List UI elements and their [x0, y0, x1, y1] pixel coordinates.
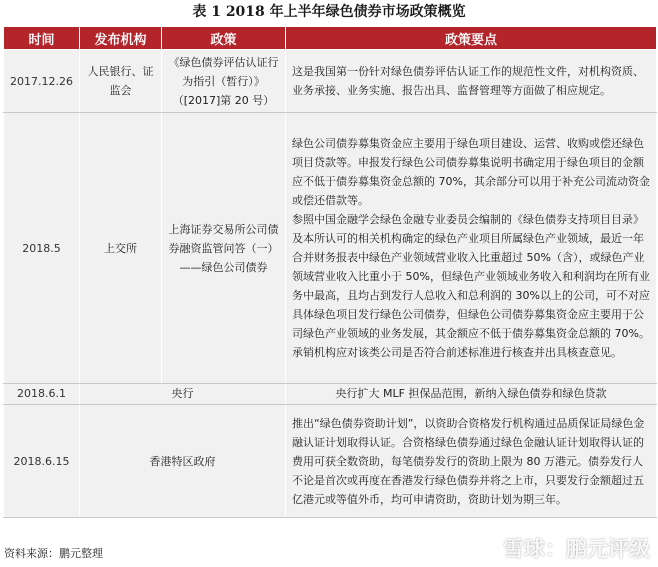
- cell-org: 央行: [80, 384, 286, 405]
- points-paragraph: 推出“绿色债券资助计划”，以资助合资格发行机构通过品质保证局绿色金融认证计划取得认证。合资格绿色债券通过绿色金融认证计划取得认证的费用可获全数资助，每笔债券发行的资助上限为 80 万港元。债券发行人不论是首次或再度在香港发行绿色债券并将之上市，只要发行金额超过五亿港元或等值外币，均可申请资助，资助计划为期三年。: [292, 416, 645, 506]
- table-header-row: [4, 27, 657, 50]
- table-title: 表 1 2018 年上半年绿色债券市场政策概览: [192, 4, 466, 20]
- cell-org: 香港特区政府: [80, 405, 286, 518]
- header-date: 时间: [4, 27, 80, 50]
- cell-points: [286, 405, 657, 518]
- header-points: 政策要点: [286, 27, 657, 50]
- points-paragraph: 参照中国金融学会绿色金融专业委员会编制的《绿色债券支持项目目录》及本所认可的相关机构确定的绿色产业项目所属绿色产业领域，最近一年合并财务报表中绿色产业领域营业收入比重超过 50%（含），或绿色产业领域营业收入比重小于 50%，但绿色产业领域业务收入和利润均在所有业务中最高，且均占到发行人总收入和总利润的 30%以上的公司，可不对应具体绿色项目发行绿色公司债券，但绿色公司债券募集资金应主要用于公司绿色产业领域的业务发展，其金额应不低于债券募集资金总额的 70%。承销机构应对该类公司是否符合前述标准进行核查并出具核查意见。: [292, 213, 650, 359]
- cell-date: 2018.6.1: [4, 384, 80, 405]
- header-org: 发布机构: [80, 27, 162, 50]
- cell-org: 上交所: [80, 113, 162, 384]
- cell-date: 2018.5: [4, 113, 80, 384]
- points-paragraph: 绿色公司债券募集资金应主要用于绿色项目建设、运营、收购或偿还绿色项目贷款等。申报发行绿色公司债券募集说明书确定用于绿色项目的金额应不低于债券募集资金总额的 70%，其余部分可以用于补充公司流动资金或偿还借款等。: [292, 137, 650, 207]
- cell-points: [286, 50, 657, 113]
- points-paragraph: 这是我国第一份针对绿色债券评估认证工作的规范性文件，对机构资质、业务承接、业务实施、报告出具、监督管理等方面做了相应规定。: [292, 65, 644, 97]
- table-row: [4, 113, 657, 384]
- watermark-text: 雪球：鹏元评级: [503, 537, 650, 561]
- header-policy: 政策: [162, 27, 286, 50]
- cell-points: 央行扩大 MLF 担保品范围，新纳入绿色债券和绿色贷款: [286, 384, 657, 405]
- table-row: [4, 384, 657, 405]
- watermark: [471, 533, 650, 563]
- policy-table: [3, 26, 657, 518]
- table-row: [4, 405, 657, 518]
- cell-policy: 上海证券交易所公司债券融资监管问答（一）——绿色公司债券: [162, 113, 286, 384]
- cell-points: [286, 113, 657, 384]
- table-row: [4, 50, 657, 113]
- cell-policy: 《绿色债券评估认证行为指引（暂行）》（[2017]第 20 号）: [162, 50, 286, 113]
- cell-org: 人民银行、证监会: [80, 50, 162, 113]
- cell-date: 2017.12.26: [4, 50, 80, 113]
- source-note: 资料来源：鹏元整理: [4, 547, 103, 560]
- cell-date: 2018.6.15: [4, 405, 80, 518]
- snowball-logo-icon: [471, 535, 497, 561]
